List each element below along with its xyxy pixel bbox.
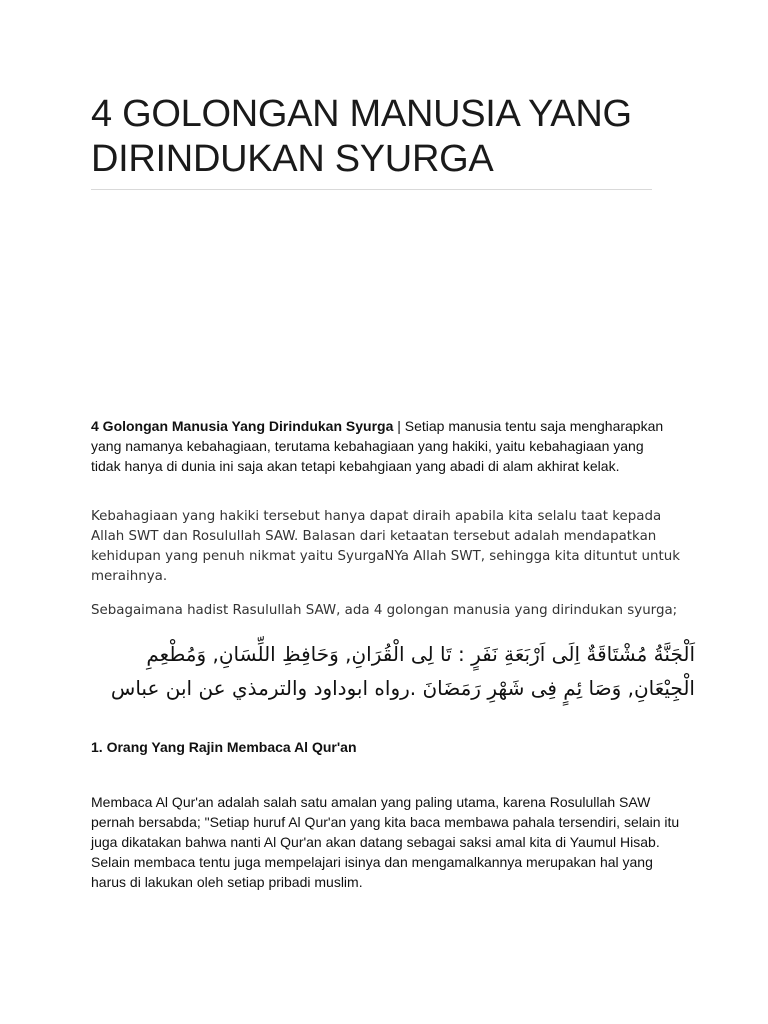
paragraph-hadith-intro: Sebagaimana hadist Rasulullah SAW, ada 4 golongan manusia yang dirindukan syurga; [91,603,678,618]
section-1-body: Membaca Al Qur'an adalah salah satu amalan yang paling utama, karena Rosulullah SAW pernah bersabda; "Setiap huruf Al Qur'an yang kita baca membawa pahala tersendiri, selain itu juga dikatakan bahwa nanti Al Qur'an akan datang sebagai saksi amal kita di Yaumul Hisab. Selain membaca tentu juga mempelajari isinya dan mengamalkannya merupakan hal yang harus di lakukan oleh setiap pribadi muslim. [91,794,680,890]
intro-text: | Setiap manusia tentu saja mengharapkan yang namanya kebahagiaan, terutama kebahagiaan yang hakiki, yaitu kebahagiaan yang tidak hanya di dunia ini saja akan tetapi kebahgiaan yang abadi di alam akhirat kelak. [91,418,664,474]
intro-bold-lead: 4 Golongan Manusia Yang Dirindukan Syurga [91,418,394,434]
section-1-heading: 1. Orang Yang Rajin Membaca Al Qur'an [91,739,357,755]
hadith-arabic-text: اَلْجَنَّةُ مُشْتَاقَةٌ اِلَى اَرْبَعَةِ نَفَرٍ : تَا لِى الْقُرَانِ, وَحَافِظِ اللِّسَانِ, وَمُطْعِمِ الْجِيْعَانِ, وَصَا ئِمٍ فِى شَهْرِ رَمَضَانَ .رواه ابوداود والترمذي عن ابن عباس [110,642,695,700]
page-title: 4 GOLONGAN MANUSIA YANG DIRINDUKAN SYURGA [91,93,632,180]
title-divider [91,189,652,190]
paragraph-happiness: Kebahagiaan yang hakiki tersebut hanya dapat diraih apabila kita selalu taat kepada Allah SWT dan Rosulullah SAW. Balasan dari ketaatan tersebut adalah mendapatkan kehidupan yang penuh nikmat yaitu SyurgaNYa Allah SWT, sehingga kita dituntut untuk meraihnya. [91,509,680,584]
intro-paragraph [91,416,671,476]
